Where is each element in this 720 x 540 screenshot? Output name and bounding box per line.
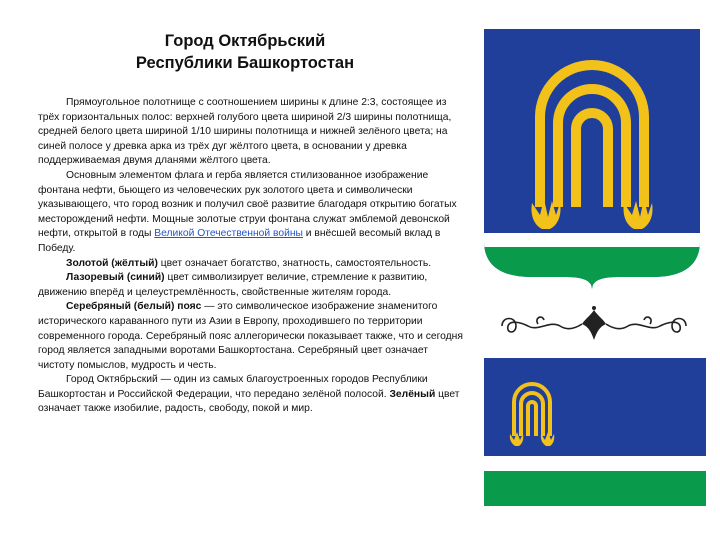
- azure-meaning: цвет символизирует величие, стремление к развитию, движению вперёд и целеустремлённость, свойственные жителям города.: [38, 272, 428, 298]
- paragraph-main-element: [38, 169, 466, 257]
- azure-term: Лазоревый (синий): [66, 272, 165, 284]
- green-term: Зелёный: [389, 388, 436, 400]
- paragraph-azure: [38, 271, 466, 300]
- paragraph-silver: [38, 300, 466, 373]
- green-intro: Город Октябрьский — один из самых благоустроенных городов Республики Башкортостан и Российской Федерации, что передано зелёной полосой.: [38, 374, 428, 400]
- paragraph-flag-description: Прямоугольное полотнище с соотношением ширины к длине 2:3, состоящее из трёх горизонтальных полос: верхней голубого цвета шириной 2/3 ширины полотнища, средней белого цвета шириной 1/10 ширины полотнища и нижней зелёного цвета; на синей полосе у древка арка из трёх дуг жёлтого цвета, в основании у древка поддерживаемая двумя дланями жёлтого цвета.: [38, 97, 452, 167]
- shield-white-belt: [484, 233, 700, 247]
- paragraph-gold: [38, 257, 466, 272]
- page-title: [60, 30, 430, 74]
- silver-term: Серебряный (белый) пояс: [66, 301, 202, 313]
- ornament-divider-icon: [498, 304, 690, 346]
- title-line-republic: Республики Башкортостан: [135, 54, 355, 72]
- war-link[interactable]: Великой Отечественной войны: [154, 228, 303, 240]
- paragraph-main-element-end: и внёсшей весомый вклад в Победу.: [38, 228, 441, 254]
- description-text: [38, 96, 466, 417]
- flag-white-stripe: [484, 456, 706, 471]
- silver-meaning: — это символическое изображение знаменитого исторического караванного пути из Азии в Европу, проходившего по территории современного города. Серебряный пояс аллегорически показывает также, что и сегодня город является западными воротами Башкортостана. Серебряный цвет означает чистоту помыслов, мудрость и честь.: [38, 301, 463, 371]
- city-flag-icon: [484, 358, 706, 506]
- paragraph-main-element-text: Основным элементом флага и герба является стилизованное изображение фонтана нефти, бьющего из человеческих рук золотого цвета и символически указывающего, что город возник и получил своё развитие благодаря открытию богатых месторождений нефти. Мощные золотые струи фонтана служат эмблемой девонской нефти, открытой в годы: [38, 169, 457, 240]
- paragraph-green: [38, 373, 466, 417]
- green-meaning: цвет означает также изобилие, радость, свободу, покой и мир.: [38, 388, 460, 415]
- title-line-city: Город Октябрьский: [164, 32, 326, 50]
- gold-meaning: цвет означает богатство, знатность, самостоятельность.: [157, 257, 432, 269]
- shield-green-field: [484, 247, 700, 289]
- coat-of-arms-icon: [484, 29, 700, 289]
- gold-term: Золотой (жёлтый): [66, 257, 158, 269]
- flag-green-stripe: [484, 471, 706, 506]
